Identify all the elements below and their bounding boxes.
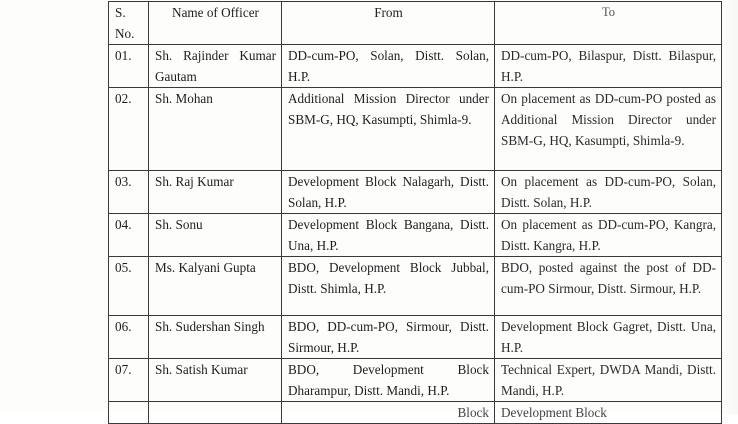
row-from: BDO, DD-cum-PO, Sirmour, Distt. Sirmour, H.P. xyxy=(282,316,495,359)
row-from: DD-cum-PO, Solan, Distt. Solan, H.P. xyxy=(282,45,495,88)
row-from: BDO, Development Block Dharampur, Distt. Mandi, H.P. xyxy=(282,359,495,402)
row-officer-name: Sh. Sudershan Singh xyxy=(149,316,282,359)
header-from: From xyxy=(282,2,495,45)
row-sno: 03. xyxy=(109,171,149,214)
table-row xyxy=(109,45,722,88)
table-row xyxy=(109,316,722,359)
row-to: BDO, posted against the post of DD-cum-PO Sirmour, Distt. Sirmour, H.P. xyxy=(495,257,722,316)
table-row-partial xyxy=(109,402,722,424)
row-officer-name: Sh. Mohan xyxy=(149,88,282,171)
row-sno: 07. xyxy=(109,359,149,402)
table-row xyxy=(109,214,722,257)
row-from: Development Block Nalagarh, Distt. Solan, H.P. xyxy=(282,171,495,214)
row-to: On placement as DD-cum-PO, Kangra, Distt. Kangra, H.P. xyxy=(495,214,722,257)
row-officer-name: Sh. Satish Kumar xyxy=(149,359,282,402)
row-sno: 06. xyxy=(109,316,149,359)
scan-edge-shade xyxy=(720,0,738,414)
row-sno: 01. xyxy=(109,45,149,88)
row-sno: 02. xyxy=(109,88,149,171)
row-sno: 04. xyxy=(109,214,149,257)
table-row xyxy=(109,88,722,171)
row-sno: 05. xyxy=(109,257,149,316)
row-officer-name xyxy=(149,402,282,424)
row-from: Development Block Bangana, Distt. Una, H.P. xyxy=(282,214,495,257)
row-officer-name: Sh. Sonu xyxy=(149,214,282,257)
row-officer-name: Sh. Rajinder Kumar Gautam xyxy=(149,45,282,88)
row-to: DD-cum-PO, Bilaspur, Distt. Bilaspur, H.P. xyxy=(495,45,722,88)
table-row xyxy=(109,171,722,214)
header-name-of-officer: Name of Officer xyxy=(149,2,282,45)
table-row xyxy=(109,359,722,402)
row-to: On placement as DD-cum-PO posted as Additional Mission Director under SBM-G, HQ, Kasumpti, Shimla-9. xyxy=(495,88,722,171)
header-to: To xyxy=(495,2,722,45)
row-from: BDO, Development Block Jubbal, Distt. Shimla, H.P. xyxy=(282,257,495,316)
row-from: Additional Mission Director under SBM-G, HQ, Kasumpti, Shimla-9. xyxy=(282,88,495,171)
table-row xyxy=(109,257,722,316)
table-header-row xyxy=(109,2,722,45)
row-from: Block xyxy=(282,402,495,424)
row-to: On placement as DD-cum-PO, Solan, Distt. Solan, H.P. xyxy=(495,171,722,214)
row-to: Development Block xyxy=(495,402,722,424)
row-officer-name: Ms. Kalyani Gupta xyxy=(149,257,282,316)
row-sno xyxy=(109,402,149,424)
officer-transfer-table xyxy=(108,1,722,424)
row-to: Technical Expert, DWDA Mandi, Distt. Mandi, H.P. xyxy=(495,359,722,402)
row-officer-name: Sh. Raj Kumar xyxy=(149,171,282,214)
row-to: Development Block Gagret, Distt. Una, H.P. xyxy=(495,316,722,359)
header-sno: S. No. xyxy=(109,2,149,45)
